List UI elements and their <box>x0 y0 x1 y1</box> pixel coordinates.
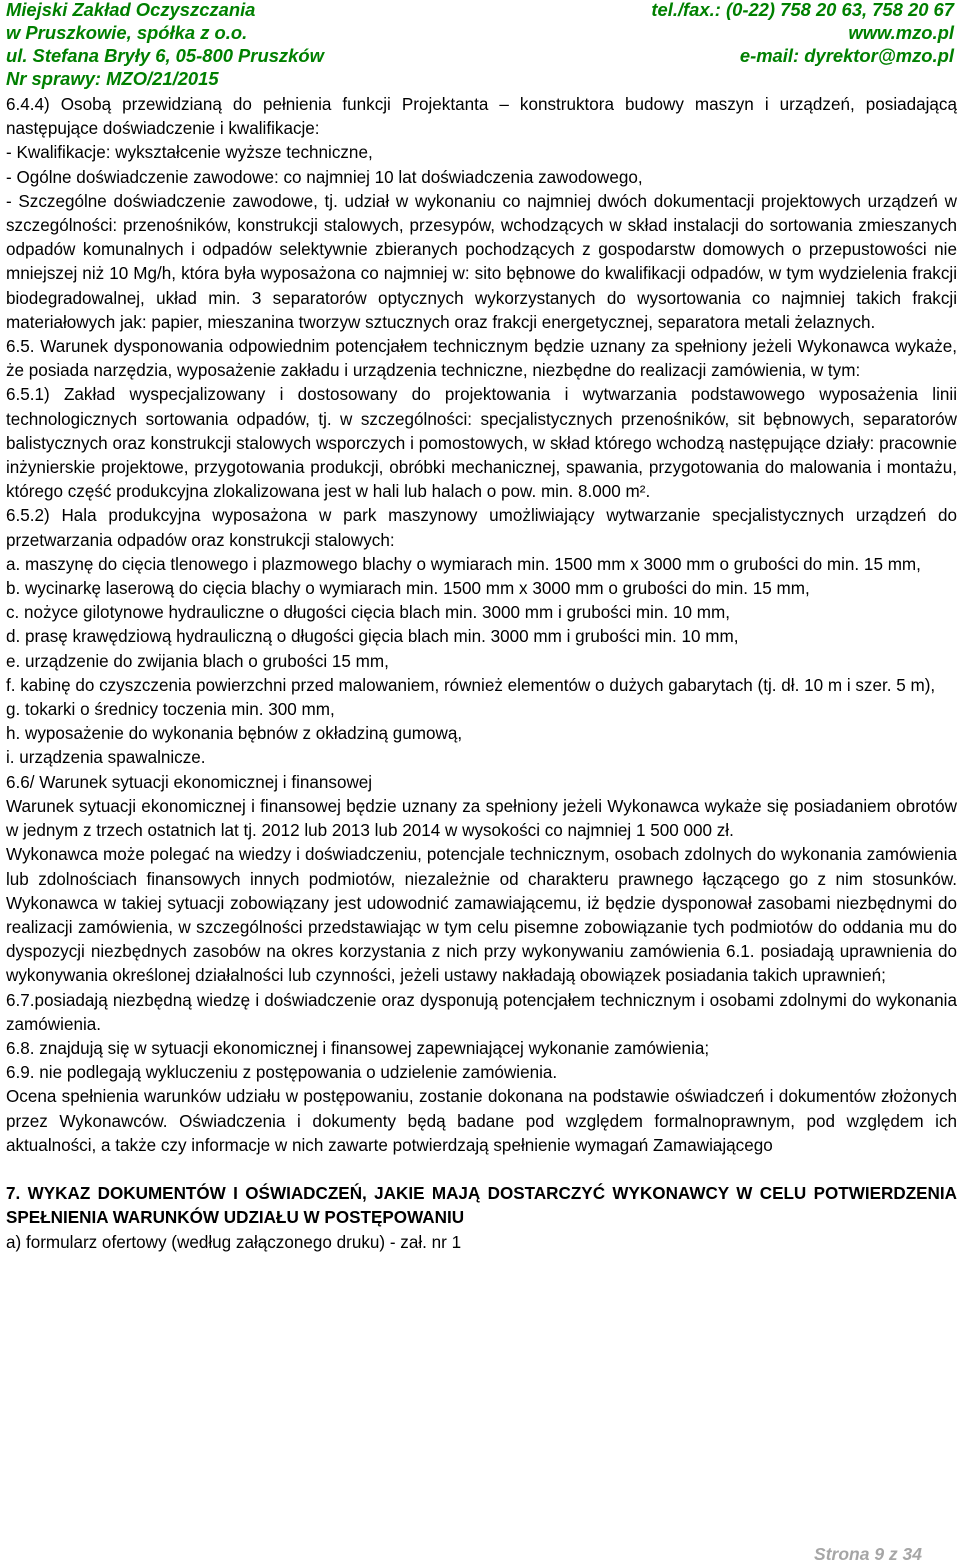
letterhead-row-2 <box>6 22 954 44</box>
paragraph: 6.7.posiadają niezbędną wiedzę i doświadczenie oraz dysponują potencjałem technicznym i osobami zdolnymi do wykonania zamówienia. <box>6 990 957 1034</box>
paragraph: - Ogólne doświadczenie zawodowe: co najmniej 10 lat doświadczenia zawodowego, <box>6 167 643 187</box>
list-item: h. wyposażenie do wykonania bębnów z okładziną gumową, <box>6 724 463 744</box>
list-item: a. maszynę do cięcia tlenowego i plazmowego blachy o wymiarach min. 1500 mm x 3000 mm o grubości do min. 15 mm, <box>6 554 921 574</box>
website-link[interactable]: www.mzo.pl <box>848 22 954 43</box>
list-item: e. urządzenie do zwijania blach o grubości 15 mm, <box>6 651 389 671</box>
paragraph: 6.6/ Warunek sytuacji ekonomicznej i finansowej <box>6 772 373 792</box>
list-item: f. kabinę do czyszczenia powierzchni przed malowaniem, również elementów o dużych gabarytach (tj. dł. 10 m i szer. 5 m), <box>6 675 936 695</box>
list-item: d. prasę krawędziową hydrauliczną o długości gięcia blach min. 3000 mm i grubości min. 10 mm, <box>6 627 739 647</box>
paragraph: 6.5.2) Hala produkcyjna wyposażona w park maszynowy umożliwiający wytwarzanie specjalistycznych urządzeń do przetwarzania odpadów oraz konstrukcji stalowych: <box>6 506 957 550</box>
paragraph: Wykonawca może polegać na wiedzy i doświadczeniu, potencjale technicznym, osobach zdolnych do wykonania zamówienia lub zdolnościach finansowych innych podmiotów, niezależnie od charakteru prawnego łączącego go z nim stosunków. Wykonawca w takiej sytuacji zobowiązany jest udowodnić zamawiającemu, iż będzie dysponował zasobami niezbędnymi do realizacji zamówienia, w szczególności przedstawiając w tym celu pisemne zobowiązanie tych podmiotów do oddania mu do dyspozycji niezbędnych zasobów na okres korzystania z nich przy wykonywaniu zamówienia 6.1. posiadają uprawnienia do wykonywania określonej działalności lub czynności, jeżeli ustawy nakładają obowiązek posiadania takich uprawnień; <box>6 845 957 986</box>
list-item: c. nożyce gilotynowe hydrauliczne o długości cięcia blach min. 3000 mm i grubości min. 10 mm, <box>6 603 730 623</box>
paragraph: 6.4.4) Osobą przewidzianą do pełnienia funkcji Projektanta – konstruktora budowy maszyn i urządzeń, posiadającą następujące doświadczenie i kwalifikacje: <box>6 95 957 139</box>
paragraph: - Kwalifikacje: wykształcenie wyższe techniczne, <box>6 143 373 163</box>
company-name: Miejski Zakład Oczyszczania <box>6 0 256 20</box>
letterhead-row-4 <box>6 68 954 90</box>
list-item: i. urządzenia spawalnicze. <box>6 748 206 768</box>
company-name-continued: w Pruszkowie, spółka z o.o. <box>6 22 248 43</box>
letterhead-row-1 <box>6 0 954 21</box>
paragraph: 6.5.1) Zakład wyspecjalizowany i dostosowany do projektowania i wytwarzania podstawowego wyposażenia linii technologicznych sortowania odpadów, tj. w szczególności: specjalistycznych przenośników, sit bębnowych, separatorów balistycznych oraz konstrukcji stalowych wsporczych i pomostowych, w skład którego wchodzą następujące działy: pracownie inżynierskie projektowe, przygotowania produkcji, obróbki mechanicznej, spawania, przygotowania do malowania i montażu, którego część produkcyjna zlokalizowana jest w hali lub halach o pow. min. 8.000 m². <box>6 385 957 502</box>
list-item: b. wycinarkę laserową do cięcia blachy o wymiarach min. 1500 mm x 3000 mm o grubości do min. 15 mm, <box>6 579 810 599</box>
case-number: Nr sprawy: MZO/21/2015 <box>6 68 219 89</box>
paragraph: 6.5. Warunek dysponowania odpowiednim potencjałem technicznym będzie uznany za spełniony jeżeli Wykonawca wykaże, że posiada narzędzia, wyposażenie zakładu i urządzenia techniczne, niezbędne do realizacji zamówienia, w tym: <box>6 337 957 381</box>
paragraph: - Szczególne doświadczenie zawodowe, tj. udział w wykonaniu co najmniej dwóch dokumentacji projektowych urządzeń w szczególności: przenośników, konstrukcji stalowych, przesypów, wchodzących w skład instalacji do sortowania zmieszanych odpadów komunalnych i odpadów selektywnie zbieranych pochodzących z gospodarstw domowych o przepustowości nie mniejszej niż 10 Mg/h, która była wyposażona co najmniej w: sito bębnowe do kwalifikacji odpadów, w tym wydzielenia frakcji biodegradowalnej, układ min. 3 separatorów optycznych wykorzystanych do wysortowania co najmniej takich frakcji materiałowych jak: papier, mieszanina tworzyw sztucznych oraz frakcji energetycznej, separatora metali żelaznych. <box>6 191 957 332</box>
list-item: g. tokarki o średnicy toczenia min. 300 mm, <box>6 700 335 720</box>
list-item: a) formularz ofertowy (według załączonego druku) - zał. nr 1 <box>6 1232 462 1252</box>
section-heading: 7. WYKAZ DOKUMENTÓW I OŚWIADCZEŃ, JAKIE MAJĄ DOSTARCZYĆ WYKONAWCY W CELU POTWIERDZENIA SPEŁNIENIA WARUNKÓW UDZIAŁU W POSTĘPOWANIU <box>6 1184 957 1228</box>
paragraph: 6.9. nie podlegają wykluczeniu z postępowania o udzielenie zamówienia. <box>6 1063 558 1083</box>
paragraph: Warunek sytuacji ekonomicznej i finansowej będzie uznany za spełniony jeżeli Wykonawca wykaże się posiadaniem obrotów w jednym z trzech ostatnich lat tj. 2012 lub 2013 lub 2014 w wysokości co najmniej 1 500 000 zł. <box>6 796 957 841</box>
spacer <box>6 1158 957 1182</box>
email-link[interactable]: e-mail: dyrektor@mzo.pl <box>739 45 954 66</box>
company-address: ul. Stefana Bryły 6, 05-800 Pruszków <box>6 45 324 66</box>
paragraph: Ocena spełnienia warunków udziału w postępowaniu, zostanie dokonana na podstawie oświadczeń i dokumentów złożonych przez Wykonawców. Oświadczenia i dokumenty będą badane pod względem formalnoprawnym, pod względem ich aktualności, a także czy informacje w nich zawarte potwierdzają spełnienie wymagań Zamawiającego <box>6 1087 957 1155</box>
letterhead-row-3 <box>6 45 954 67</box>
paragraph: 6.8. znajdują się w sytuacji ekonomicznej i finansowej zapewniającej wykonanie zamówienia; <box>6 1038 710 1058</box>
document-body <box>6 93 957 1255</box>
phone-fax: tel./fax.: (0-22) 758 20 63, 758 20 67 <box>651 0 954 20</box>
page-number: Strona 9 z 34 <box>814 1544 922 1564</box>
